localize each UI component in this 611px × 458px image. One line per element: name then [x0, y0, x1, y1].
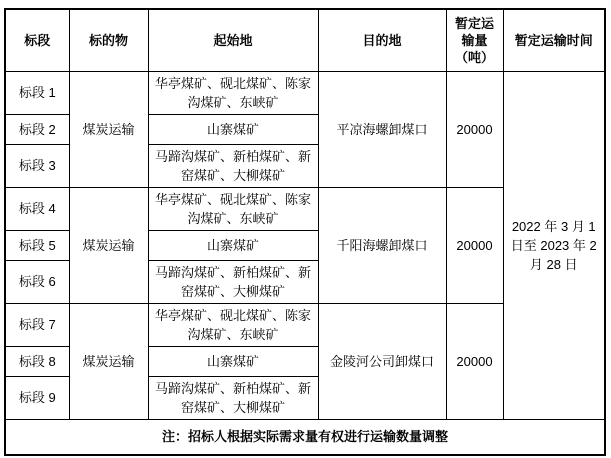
origin-cell: 马蹄沟煤矿、新柏煤矿、新窑煤矿、大柳煤矿: [148, 144, 318, 187]
volume-cell: 20000: [446, 187, 503, 303]
header-destination: 目的地: [318, 9, 446, 71]
header-origin: 起始地: [148, 9, 318, 71]
section-cell: 标段 4: [5, 187, 69, 230]
origin-cell: 华亭煤矿、砚北煤矿、陈家沟煤矿、东峡矿: [148, 303, 318, 346]
origin-cell: 华亭煤矿、砚北煤矿、陈家沟煤矿、东峡矿: [148, 187, 318, 230]
header-time: 暂定运输时间: [503, 9, 605, 71]
header-subject: 标的物: [69, 9, 148, 71]
section-cell: 标段 7: [5, 303, 69, 346]
origin-cell: 马蹄沟煤矿、新柏煤矿、新窑煤矿、大柳煤矿: [148, 376, 318, 419]
header-section: 标段: [5, 9, 69, 71]
section-cell: 标段 3: [5, 144, 69, 187]
note-row: [5, 419, 605, 455]
header-row: [5, 9, 605, 71]
note-cell: 注：招标人根据实际需求量有权进行运输数量调整: [5, 419, 605, 455]
destination-cell: 平凉海螺卸煤口: [318, 71, 446, 187]
header-volume-label: 暂定运输量（吨）: [454, 15, 494, 65]
header-volume: [446, 9, 503, 71]
section-cell: 标段 8: [5, 346, 69, 376]
section-cell: 标段 5: [5, 230, 69, 260]
origin-cell: 山寨煤矿: [148, 346, 318, 376]
table-row: [5, 71, 605, 114]
volume-cell: 20000: [446, 303, 503, 419]
origin-cell: 马蹄沟煤矿、新柏煤矿、新窑煤矿、大柳煤矿: [148, 260, 318, 303]
time-cell: 2022 年 3 月 1 日至 2023 年 2 月 28 日: [503, 71, 605, 419]
section-cell: 标段 2: [5, 114, 69, 144]
section-cell: 标段 6: [5, 260, 69, 303]
subject-cell: 煤炭运输: [69, 303, 148, 419]
transport-bid-table: [4, 8, 606, 456]
subject-cell: 煤炭运输: [69, 71, 148, 187]
origin-cell: 华亭煤矿、砚北煤矿、陈家沟煤矿、东峡矿: [148, 71, 318, 114]
origin-cell: 山寨煤矿: [148, 114, 318, 144]
section-cell: 标段 1: [5, 71, 69, 114]
destination-cell: 金陵河公司卸煤口: [318, 303, 446, 419]
destination-cell: 千阳海螺卸煤口: [318, 187, 446, 303]
section-cell: 标段 9: [5, 376, 69, 419]
volume-cell: 20000: [446, 71, 503, 187]
origin-cell: 山寨煤矿: [148, 230, 318, 260]
subject-cell: 煤炭运输: [69, 187, 148, 303]
